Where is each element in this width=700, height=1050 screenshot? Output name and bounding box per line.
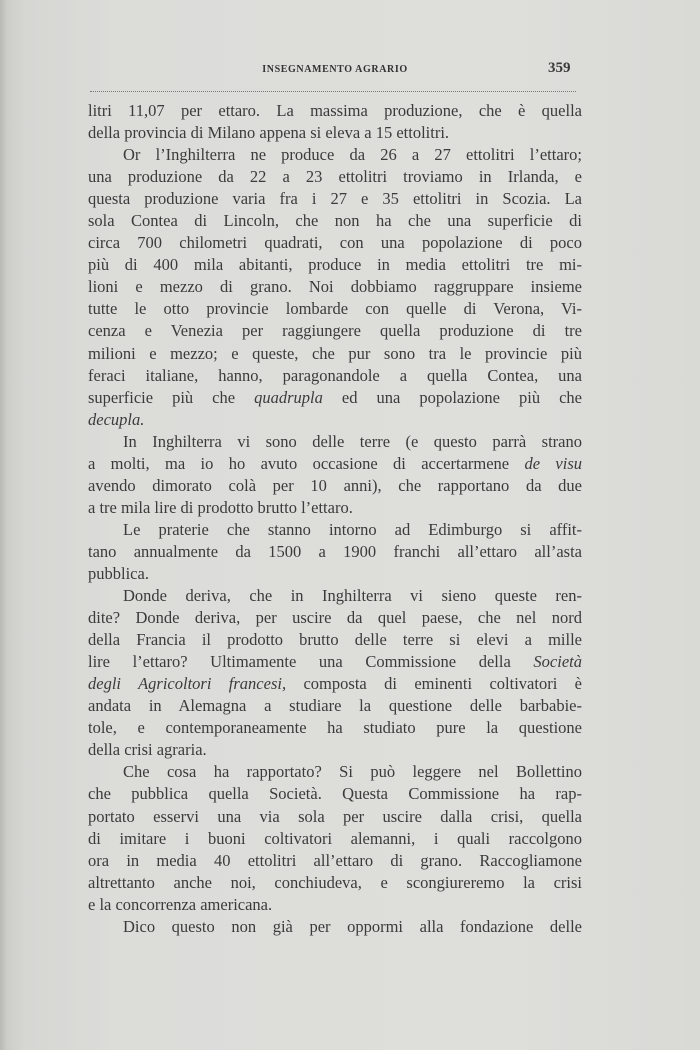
text-segment: una produzione da 22 a 23 ettolitri troviamo in Irlanda, e (88, 167, 582, 187)
text-segment: sola Contea di Lincoln, che non ha che una superficie di (88, 211, 582, 231)
text-segment: più di 400 mila abitanti, produce in media ettolitri tre mi- (88, 255, 582, 275)
text-line (88, 607, 582, 629)
text-segment: a molti, ma io ho avuto occasione di accertarmene (88, 453, 525, 473)
text-segment: Che cosa ha rapportato? Si può leggere nel Bollettino (123, 762, 582, 782)
text-line (88, 210, 582, 232)
text-line-content (88, 894, 582, 916)
text-line (88, 585, 582, 607)
text-line (88, 629, 582, 651)
text-line-content (88, 254, 582, 276)
text-line-content (88, 563, 582, 585)
text-line (88, 276, 582, 298)
text-line (88, 717, 582, 739)
text-line (88, 298, 582, 320)
text-segment: tano annualmente da 1500 a 1900 franchi all’ettaro all’asta (88, 541, 582, 561)
text-line (88, 739, 582, 761)
text-segment: superficie più che (88, 387, 255, 407)
text-line-content (123, 585, 582, 607)
text-line-content (88, 387, 582, 409)
text-line-content (123, 761, 582, 783)
text-line-content (88, 298, 582, 320)
text-segment: della Francia il prodotto brutto delle terre si elevi a mille (88, 630, 582, 650)
text-line (88, 431, 582, 453)
text-line-content (88, 651, 582, 673)
text-segment: della provincia di Milano appena si eleva a 15 ettolitri. (88, 123, 450, 143)
text-segment: ed una popolazione più che (322, 387, 582, 407)
italic-text: quadrupla (254, 387, 323, 407)
text-line (88, 497, 582, 519)
text-line-content (88, 409, 582, 431)
text-segment: avendo dimorato colà per 10 anni), che rapportano da due (88, 475, 582, 495)
text-line-content (88, 166, 582, 188)
text-line (88, 563, 582, 585)
text-line-content (88, 607, 582, 629)
text-line-content (88, 188, 582, 210)
text-line (88, 453, 582, 475)
text-line-content (88, 453, 582, 475)
text-line-content (88, 717, 582, 739)
text-segment: ora in media 40 ettolitri all’ettaro di grano. Raccogliamone (88, 850, 582, 870)
running-header: INSEGNAMENTO AGRARIO (262, 64, 408, 75)
text-line-content (88, 100, 582, 122)
text-line (88, 409, 582, 431)
text-segment: milioni e mezzo; e queste, che pur sono tra le provincie più (88, 343, 582, 363)
text-line (88, 850, 582, 872)
text-line (88, 806, 582, 828)
text-line-content (88, 475, 582, 497)
header-rule (90, 91, 576, 92)
text-segment: feraci italiane, hanno, paragonandole a quella Contea, una (88, 365, 582, 385)
text-line-content (88, 232, 582, 254)
text-line (88, 122, 582, 144)
text-line-content (88, 365, 582, 387)
text-segment: che pubblica quella Società. Questa Commissione ha rap- (88, 784, 582, 804)
text-line (88, 828, 582, 850)
text-line-content (88, 276, 582, 298)
text-segment: Le praterie che stanno intorno ad Edimburgo si affit- (123, 519, 582, 539)
text-line-content (88, 806, 582, 828)
page-number: 359 (548, 60, 571, 76)
text-line (88, 673, 582, 695)
text-line (88, 232, 582, 254)
text-segment: lioni e mezzo di grano. Noi dobbiamo raggruppare insieme (88, 277, 582, 297)
text-line-content (88, 695, 582, 717)
text-line (88, 166, 582, 188)
text-line (88, 144, 582, 166)
text-line-content (88, 320, 582, 342)
text-segment: altrettanto anche noi, conchiudeva, e scongiureremo la crisi (88, 872, 582, 892)
text-segment: In Inghilterra vi sono delle terre (e questo parrà strano (123, 431, 582, 451)
text-segment: tutte le otto provincie lombarde con quelle di Verona, Vi- (88, 299, 582, 319)
text-line (88, 783, 582, 805)
text-line (88, 651, 582, 673)
text-segment: cenza e Venezia per raggiungere quella produzione di tre (88, 321, 582, 341)
text-line-content (88, 497, 582, 519)
text-line (88, 872, 582, 894)
text-line (88, 916, 582, 938)
text-line-content (88, 850, 582, 872)
text-segment: della crisi agraria. (88, 740, 207, 760)
text-segment: Dico questo non già per oppormi alla fondazione delle (123, 916, 582, 936)
text-line-content (88, 210, 582, 232)
text-segment: litri 11,07 per ettaro. La massima produzione, che è quella (88, 101, 582, 120)
text-line (88, 254, 582, 276)
italic-text: degli Agricoltori francesi, (88, 674, 287, 694)
page-body-text (88, 100, 582, 938)
text-line-content (88, 673, 582, 695)
italic-text: Società (533, 652, 582, 672)
text-line (88, 343, 582, 365)
text-line (88, 695, 582, 717)
text-line (88, 365, 582, 387)
text-line (88, 100, 582, 122)
text-segment: di imitare i buoni coltivatori alemanni, i quali raccolgono (88, 828, 582, 848)
italic-text: de visu (524, 453, 582, 473)
text-segment: Or l’Inghilterra ne produce da 26 a 27 ettolitri l’ettaro; (123, 145, 582, 165)
text-line (88, 541, 582, 563)
text-line (88, 320, 582, 342)
text-segment: portato esservi una via sola per uscire dalla crisi, quella (88, 806, 582, 826)
text-segment: composta di eminenti coltivatori è (286, 674, 582, 694)
text-line-content (88, 828, 582, 850)
text-line-content (88, 122, 582, 144)
text-line-content (88, 872, 582, 894)
text-line-content (88, 343, 582, 365)
text-line (88, 894, 582, 916)
text-line-content (88, 739, 582, 761)
text-segment: a tre mila lire di prodotto brutto l’ettaro. (88, 497, 353, 517)
text-segment: Donde deriva, che in Inghilterra vi sieno queste ren- (123, 586, 582, 606)
text-segment: lire l’ettaro? Ultimamente una Commissione della (88, 652, 534, 672)
text-segment: andata in Alemagna a studiare la questione delle barbabie- (88, 696, 582, 716)
text-line (88, 188, 582, 210)
text-line-content (123, 144, 582, 166)
text-line (88, 475, 582, 497)
page-edge-shadow (0, 0, 8, 1050)
text-line (88, 761, 582, 783)
text-line-content (88, 629, 582, 651)
text-line (88, 387, 582, 409)
text-line-content (123, 431, 582, 453)
text-line-content (88, 783, 582, 805)
text-line-content (88, 541, 582, 563)
text-segment: pubblica. (88, 563, 149, 583)
text-line-content (123, 916, 582, 938)
text-segment: tole, e contemporaneamente ha studiato pure la questione (88, 718, 582, 738)
text-segment: e la concorrenza americana. (88, 894, 273, 914)
text-segment: circa 700 chilometri quadrati, con una popolazione di poco (88, 233, 582, 253)
text-segment: dite? Donde deriva, per uscire da quel paese, che nel nord (88, 608, 582, 628)
text-segment: questa produzione varia fra i 27 e 35 ettolitri in Scozia. La (88, 189, 582, 209)
text-line (88, 519, 582, 541)
text-line-content (123, 519, 582, 541)
italic-text: decupla. (88, 409, 145, 429)
